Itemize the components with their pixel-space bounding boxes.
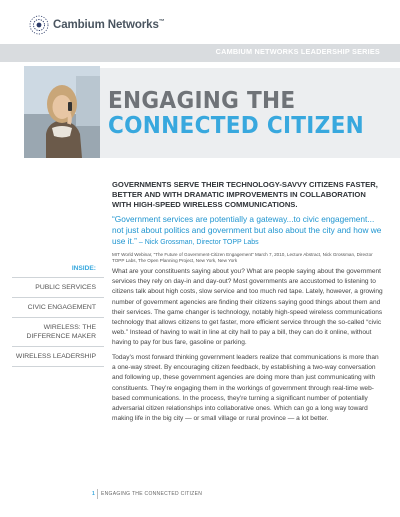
series-band: [0, 44, 400, 62]
inside-sidebar: [12, 265, 104, 367]
inside-item-public-services: PUBLIC SERVICES: [12, 278, 104, 298]
inside-label: INSIDE:: [71, 265, 96, 272]
woman-with-phone-photo: [24, 66, 100, 158]
inside-list: [12, 277, 104, 367]
pull-quote: [112, 214, 384, 248]
page-title: [108, 88, 364, 138]
inside-item-wireless-leadership: WIRELESS LEADERSHIP: [12, 347, 104, 367]
quote-attribution: – Nick Grossman, Director TOPP Labs: [136, 239, 259, 246]
body-paragraph-1: What are your constituents saying about you? What are people saying about the government services they rely on day-in and day-out? Most governments are accustomed to listening to citizens talk about high costs, slow service and too much red tape. Lately, however, a growing number of government agencies are finding their citizens saying good things about them and their services. The game changer is technology, notably high-speed wireless communications technology that allows citizens to get faster, more efficient service through the so-called “civic web.” Instead of having to wait in line at city hall to pay a bill, they can do it online, without having to pay for bus fare, gasoline or parking.: [112, 268, 383, 347]
cambium-logo-icon: [28, 14, 50, 36]
footer-title: ENGAGING THE CONNECTED CITIZEN: [101, 491, 203, 497]
intro-statement: GOVERNMENTS SERVE THEIR TECHNOLOGY-SAVVY CITIZENS FASTER, BETTER AND WITH DRAMATIC IMPROVEMENTS IN COLLABORATION WITH HIGH-SPEED WIRELESS COMMUNICATIONS.: [112, 180, 378, 209]
series-label: CAMBIUM NETWORKS LEADERSHIP SERIES: [215, 47, 380, 56]
inside-item-civic-engagement: CIVIC ENGAGEMENT: [12, 298, 104, 318]
title-line-1: ENGAGING THE: [108, 86, 296, 114]
inside-item-wireless-difference-maker: WIRELESS: THE DIFFERENCE MAKER: [12, 318, 104, 347]
quote-text: “Government services are potentially a gateway...to civic engagement... not just about politics and government but also about the city and how we use it.”: [112, 214, 382, 246]
footer-divider: [97, 489, 98, 499]
title-line-2: CONNECTED CITIZEN: [108, 111, 365, 139]
citation: MIT World Webinar, “The Future of Government-Citizen Engagement” March 7, 2010, Lecture Abstract, Nick Grossman, Director TOPP Labs, The Open Planning Project, New York, New York: [112, 252, 373, 263]
page-number: 1: [92, 491, 95, 497]
brand-logo: [28, 14, 165, 36]
page-footer: [0, 488, 400, 502]
body-paragraph-2: Today’s most forward thinking government leaders realize that communications is more than a one-way street. By encouraging citizen feedback, by establishing a two-way conversation and following up, these government agencies are doing more than just communicating with constituents. They’re engaging them in the workings of government through real-time web-based communications. In the process, they’re turning a significant number of potentially adversarial citizen relationships into collaborative ones. Which can go a long way toward making life in the big city — or small village or rural province — a lot better.: [112, 354, 379, 423]
brand-name: Cambium Networks™: [53, 19, 165, 31]
